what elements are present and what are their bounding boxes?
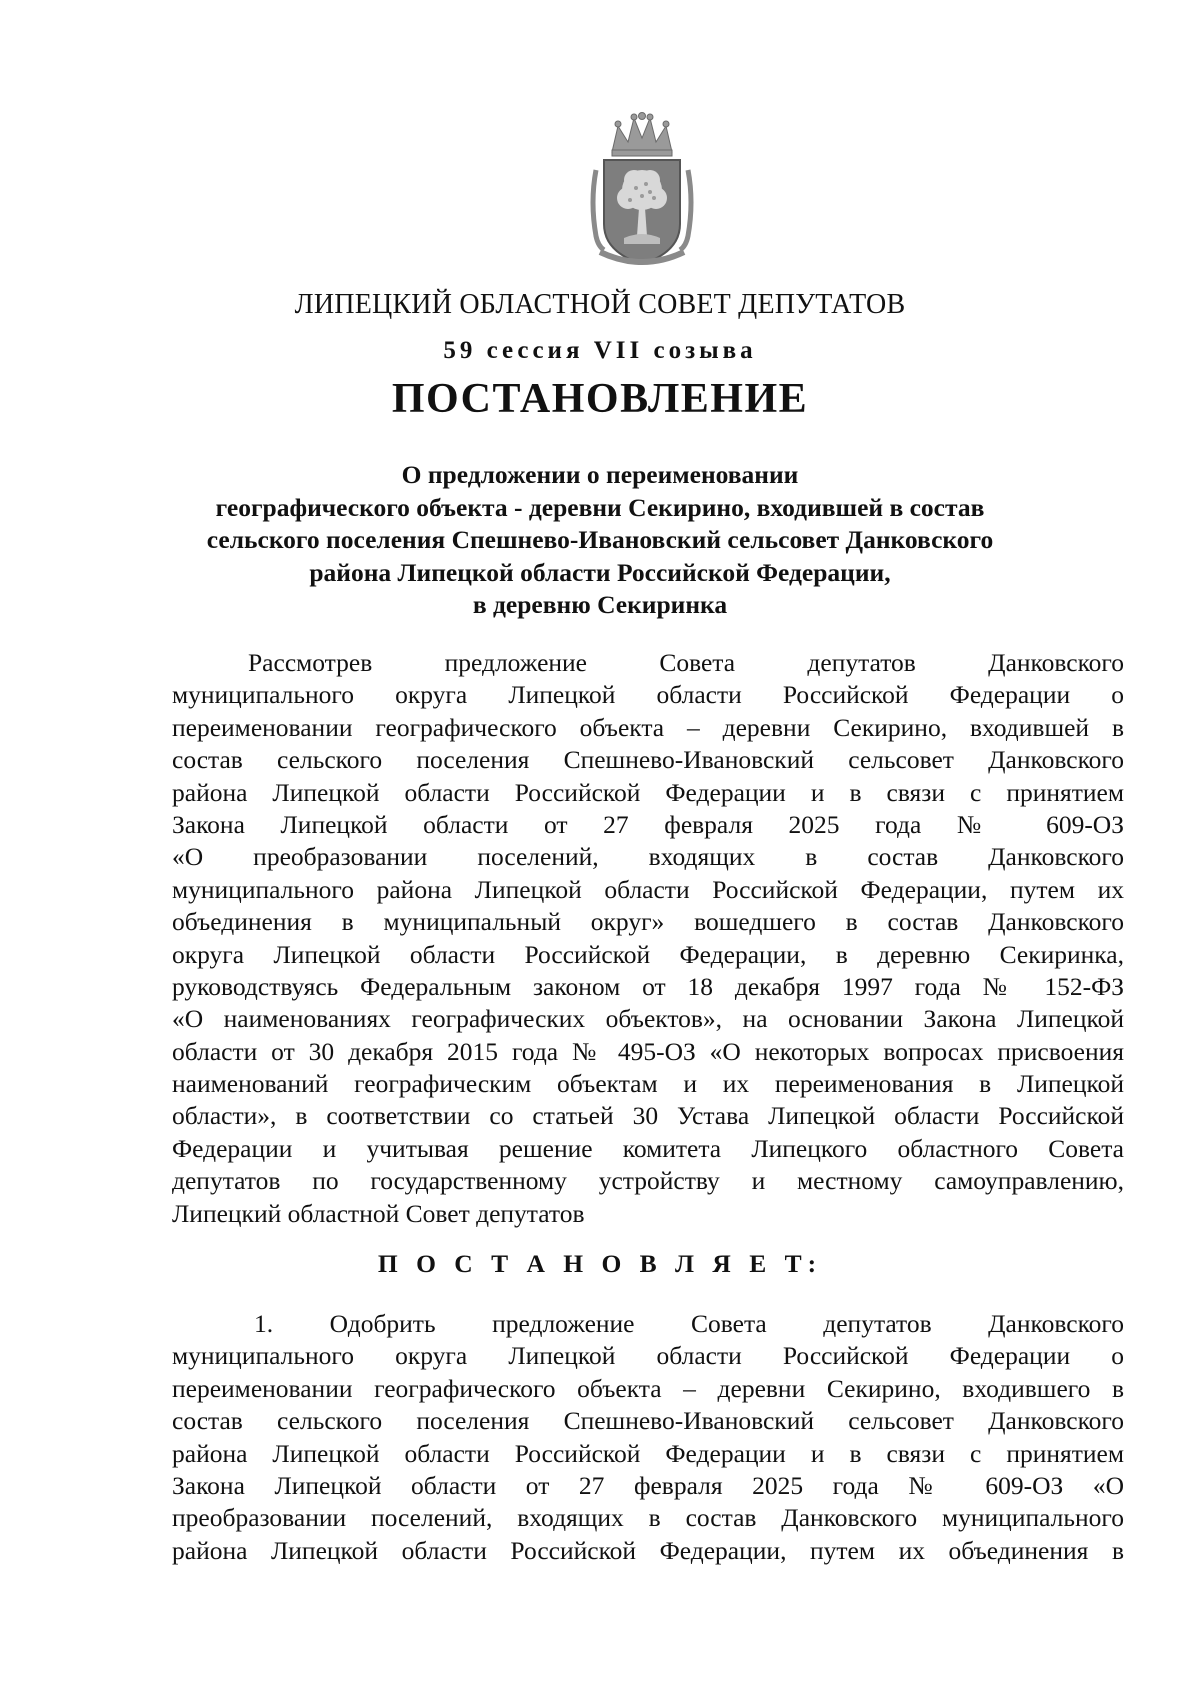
preamble-paragraph bbox=[172, 647, 1124, 1230]
paragraph-line: 1. Одобрить предложение Совета депутатов Данковского bbox=[254, 1309, 1124, 1338]
paragraph-line: муниципального округа Липецкой области Российской Федерации о bbox=[172, 1341, 1124, 1371]
title-line: О предложении о переименовании bbox=[401, 460, 799, 489]
title-line: района Липецкой области Российской Федерации, bbox=[309, 557, 891, 587]
paragraph-line: района Липецкой области Российской Федерации и в связи с принятием bbox=[172, 1438, 1124, 1468]
paragraph-line: депутатов по государственному устройству и местному самоуправлению, bbox=[172, 1166, 1124, 1196]
paragraph-line: переименовании географического объекта – деревни Секирино, входившего в bbox=[172, 1373, 1124, 1403]
paragraph-line: области от 30 декабря 2015 года № 495-ОЗ «О некоторых вопросах присвоения bbox=[172, 1036, 1124, 1066]
document-type-heading: ПОСТАНОВЛЕНИЕ bbox=[391, 376, 809, 422]
paragraph-line: состав сельского поселения Спешнево-Ивановский сельсовет Данковского bbox=[172, 745, 1124, 775]
decree-heading: П О С Т А Н О В Л Я Е Т: bbox=[377, 1249, 823, 1278]
paragraph-line: «О наименованиях географических объектов», на основании Закона Липецкой bbox=[172, 1004, 1124, 1034]
organization-name: ЛИПЕЦКИЙ ОБЛАСТНОЙ СОВЕТ ДЕПУТАТОВ bbox=[294, 289, 906, 320]
decision-item-1 bbox=[172, 1308, 1124, 1567]
coat-of-arms-emblem bbox=[582, 112, 702, 274]
paragraph-line: округа Липецкой области Российской Федерации, в деревню Секиринка, bbox=[172, 939, 1124, 969]
title-line: сельского поселения Спешнево-Ивановский сельсовет Данковского bbox=[206, 525, 994, 554]
paragraph-line: преобразовании поселений, входящих в состав Данковского муниципального bbox=[172, 1503, 1124, 1533]
paragraph-line: Закона Липецкой области от 27 февраля 2025 года № 609-ОЗ «О bbox=[172, 1470, 1124, 1500]
title-line: географического объекта - деревни Секирино, входившей в состав bbox=[215, 492, 985, 522]
paragraph-line: переименовании географического объекта – деревни Секирино, входившей в bbox=[172, 712, 1124, 742]
paragraph-line: состав сельского поселения Спешнево-Ивановский сельсовет Данковского bbox=[172, 1406, 1124, 1436]
paragraph-line: объединения в муниципальный округ» вошедшего в состав Данковского bbox=[172, 907, 1124, 937]
document-title bbox=[150, 459, 1050, 622]
paragraph-line: Рассмотрев предложение Совета депутатов Данковского bbox=[248, 648, 1124, 677]
paragraph-line: Липецкий областной Совет депутатов bbox=[172, 1198, 585, 1228]
paragraph-line: района Липецкой области Российской Федерации и в связи с принятием bbox=[172, 777, 1124, 807]
paragraph-line: муниципального района Липецкой области Российской Федерации, путем их bbox=[172, 874, 1124, 904]
title-line: в деревню Секиринка bbox=[472, 590, 728, 619]
paragraph-line: муниципального округа Липецкой области Российской Федерации о bbox=[172, 680, 1124, 710]
paragraph-line: «О преобразовании поселений, входящих в состав Данковского bbox=[172, 842, 1124, 872]
session-number: 59 сессия VII созыва bbox=[443, 337, 757, 364]
paragraph-line: Федерации и учитывая решение комитета Липецкого областного Совета bbox=[172, 1133, 1124, 1163]
paragraph-line: района Липецкой области Российской Федерации, путем их объединения в bbox=[172, 1535, 1124, 1565]
paragraph-line: наименований географическим объектам и их переименования в Липецкой bbox=[172, 1069, 1124, 1099]
paragraph-line: области», в соответствии со статьей 30 Устава Липецкой области Российской bbox=[172, 1101, 1124, 1131]
paragraph-line: Закона Липецкой области от 27 февраля 2025 года № 609-ОЗ bbox=[172, 809, 1124, 839]
paragraph-line: руководствуясь Федеральным законом от 18 декабря 1997 года № 152-ФЗ bbox=[172, 971, 1124, 1001]
